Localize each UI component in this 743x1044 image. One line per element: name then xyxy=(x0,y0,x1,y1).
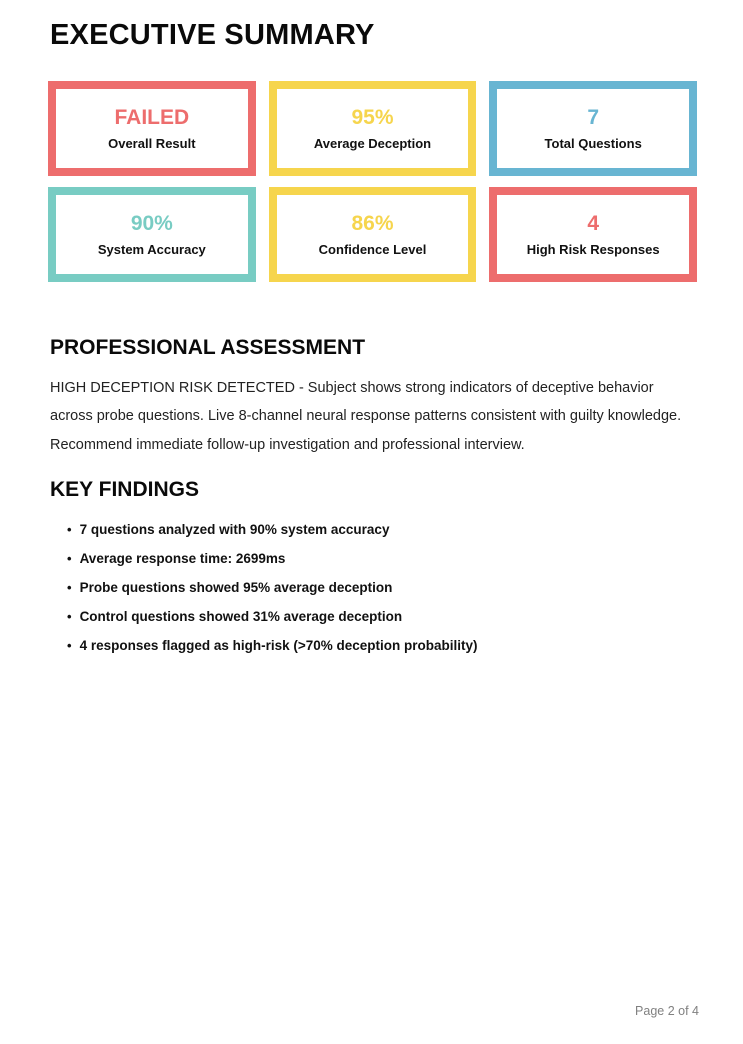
bullet-icon: • xyxy=(67,550,72,566)
finding-text: 4 responses flagged as high-risk (>70% deception probability) xyxy=(79,637,478,653)
finding-text: Average response time: 2699ms xyxy=(79,550,286,566)
finding-item xyxy=(50,544,697,573)
finding-item xyxy=(50,573,697,602)
bullet-icon: • xyxy=(67,608,72,624)
metric-card-overall-result xyxy=(48,81,256,176)
metric-value: FAILED xyxy=(114,105,190,129)
metric-value: 90% xyxy=(130,211,173,235)
metric-label: System Accuracy xyxy=(97,241,206,257)
bullet-icon: • xyxy=(67,637,72,653)
metric-value: 4 xyxy=(587,211,599,235)
page-number: Page 2 of 4 xyxy=(635,1004,699,1018)
metric-value: 86% xyxy=(351,211,394,235)
assessment-body-text: HIGH DECEPTION RISK DETECTED - Subject shows strong indicators of deceptive behavior across probe questions. Live 8-channel neural response patterns consistent with guilty knowledge. Recommend immediate follow-up investigation and professional interview. xyxy=(50,379,682,453)
metric-card-average-deception xyxy=(269,81,477,176)
metric-value: 7 xyxy=(587,105,599,129)
metric-card-system-accuracy xyxy=(48,187,256,282)
assessment-heading: PROFESSIONAL ASSESSMENT xyxy=(50,335,366,359)
finding-item xyxy=(50,602,697,631)
metric-card-total-questions xyxy=(489,81,697,176)
metric-label: Average Deception xyxy=(313,135,432,151)
metric-label: Confidence Level xyxy=(318,241,427,257)
metrics-grid xyxy=(48,81,697,282)
metric-value: 95% xyxy=(351,105,394,129)
metric-card-high-risk-responses xyxy=(489,187,697,282)
finding-text: Control questions showed 31% average deception xyxy=(79,608,403,624)
findings-list xyxy=(50,515,697,660)
finding-text: 7 questions analyzed with 90% system accuracy xyxy=(79,521,390,537)
finding-item xyxy=(50,515,697,544)
metric-label: High Risk Responses xyxy=(526,241,660,257)
bullet-icon: • xyxy=(67,521,72,537)
page-title: EXECUTIVE SUMMARY xyxy=(50,19,375,51)
metric-label: Total Questions xyxy=(544,135,642,151)
metric-card-confidence-level xyxy=(269,187,477,282)
finding-item xyxy=(50,631,697,660)
finding-text: Probe questions showed 95% average deception xyxy=(79,579,393,595)
findings-heading: KEY FINDINGS xyxy=(50,478,199,502)
metric-label: Overall Result xyxy=(108,135,196,151)
bullet-icon: • xyxy=(67,579,72,595)
